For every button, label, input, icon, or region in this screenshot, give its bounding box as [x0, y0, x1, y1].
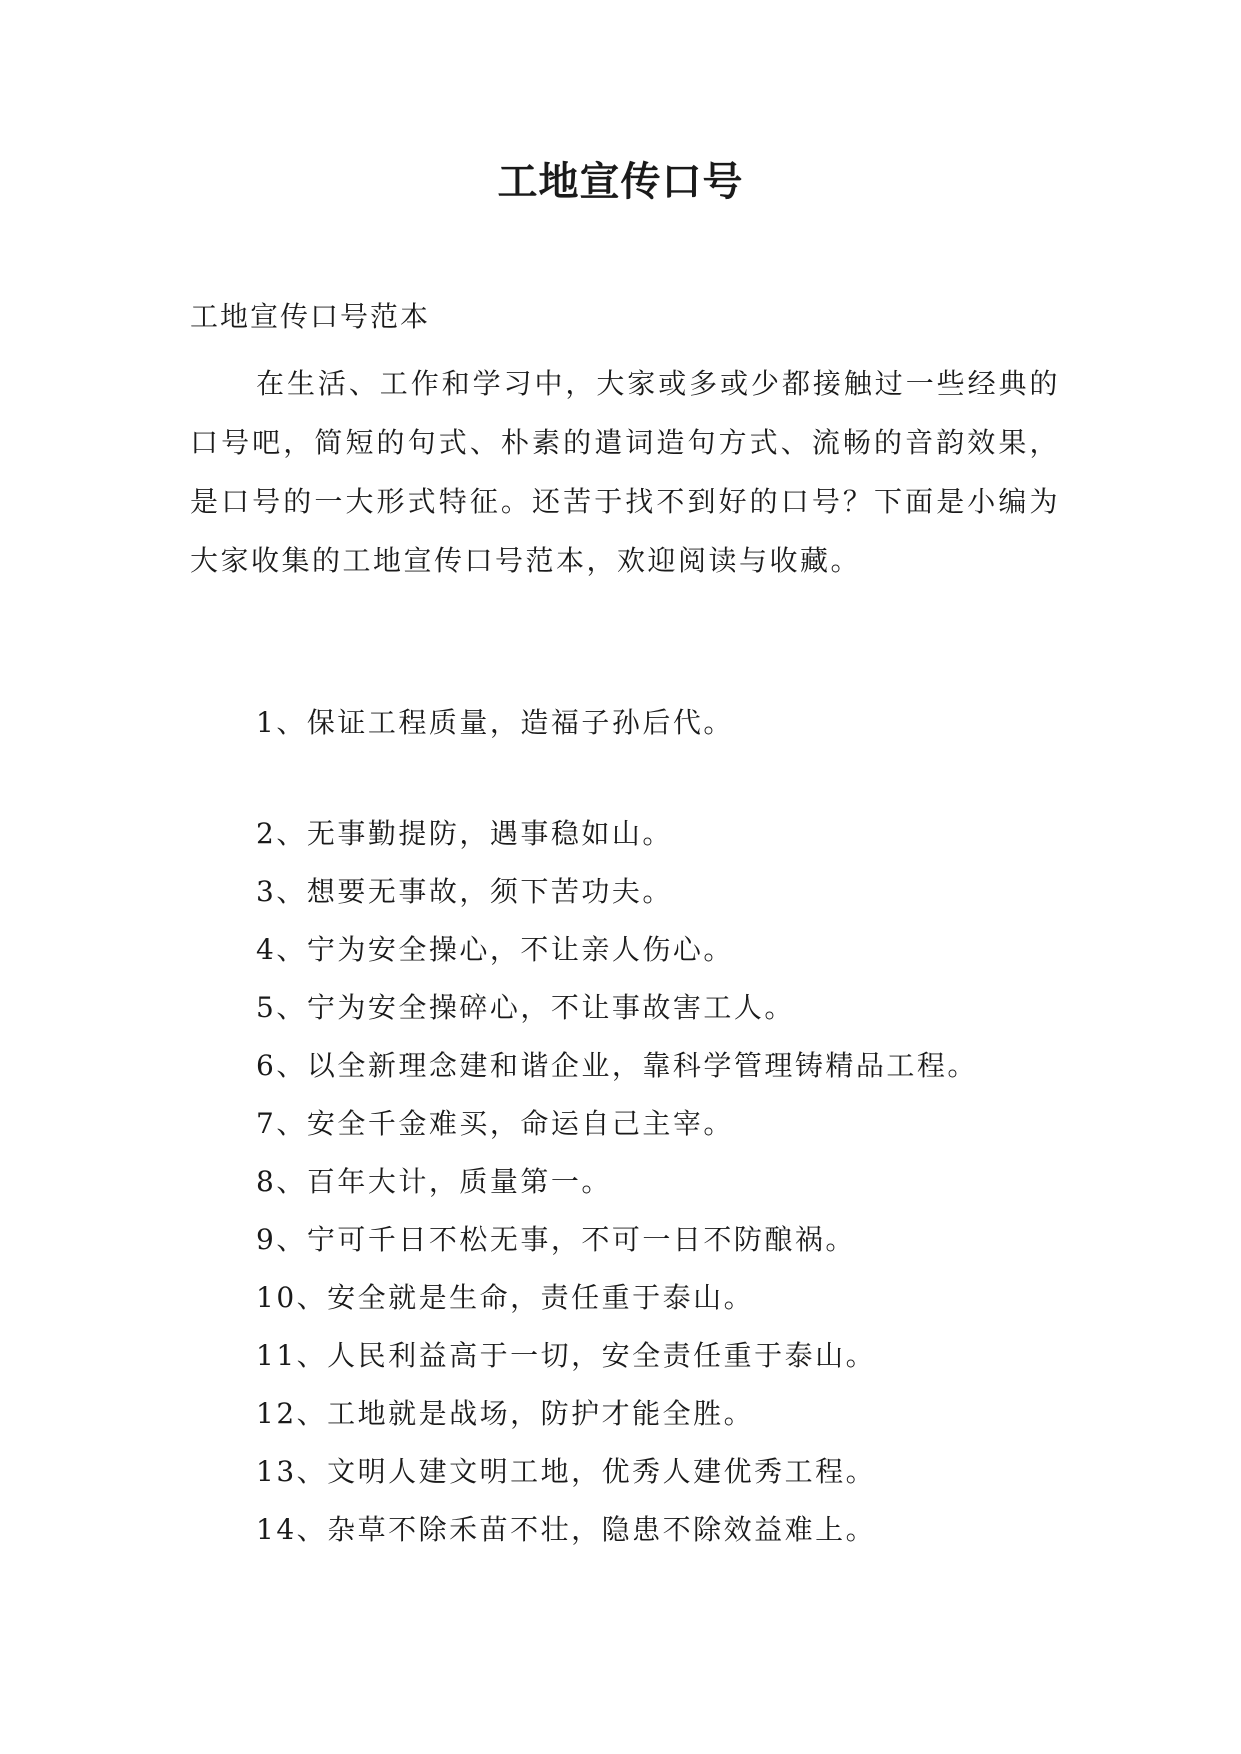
slogan-item-10: 10、安全就是生命，责任重于泰山。	[256, 1281, 755, 1314]
document-subtitle: 工地宣传口号范本	[190, 300, 431, 333]
slogan-item-8: 8、百年大计，质量第一。	[256, 1165, 612, 1198]
slogan-item-11: 11、人民利益高于一切，安全责任重于泰山。	[256, 1339, 877, 1372]
intro-paragraph: 在生活、工作和学习中，大家或多或少都接触过一些经典的口号吧，简短的句式、朴素的遣词造句方式、流畅的音韵效果，是口号的一大形式特征。还苦于找不到好的口号？下面是小编为大家收集的工地宣传口号范本，欢迎阅读与收藏。	[190, 367, 1060, 577]
slogan-item-4: 4、宁为安全操心，不让亲人伤心。	[256, 933, 734, 966]
slogan-item-12: 12、工地就是战场，防护才能全胜。	[256, 1397, 755, 1430]
slogan-item-13: 13、文明人建文明工地，优秀人建优秀工程。	[256, 1455, 877, 1488]
slogan-item-6: 6、以全新理念建和谐企业，靠科学管理铸精品工程。	[256, 1049, 978, 1082]
slogan-item-5: 5、宁为安全操碎心，不让事故害工人。	[256, 991, 795, 1024]
document-title: 工地宣传口号	[497, 159, 744, 205]
slogan-item-14: 14、杂草不除禾苗不壮，隐患不除效益难上。	[256, 1513, 877, 1546]
slogan-item-7: 7、安全千金难买，命运自己主宰。	[256, 1107, 734, 1140]
slogan-item-3: 3、想要无事故，须下苦功夫。	[256, 875, 673, 908]
slogan-item-9: 9、宁可千日不松无事，不可一日不防酿祸。	[256, 1223, 856, 1256]
slogan-item-1: 1、保证工程质量，造福子孙后代。	[256, 706, 734, 739]
slogan-item-2: 2、无事勤提防，遇事稳如山。	[256, 817, 673, 850]
